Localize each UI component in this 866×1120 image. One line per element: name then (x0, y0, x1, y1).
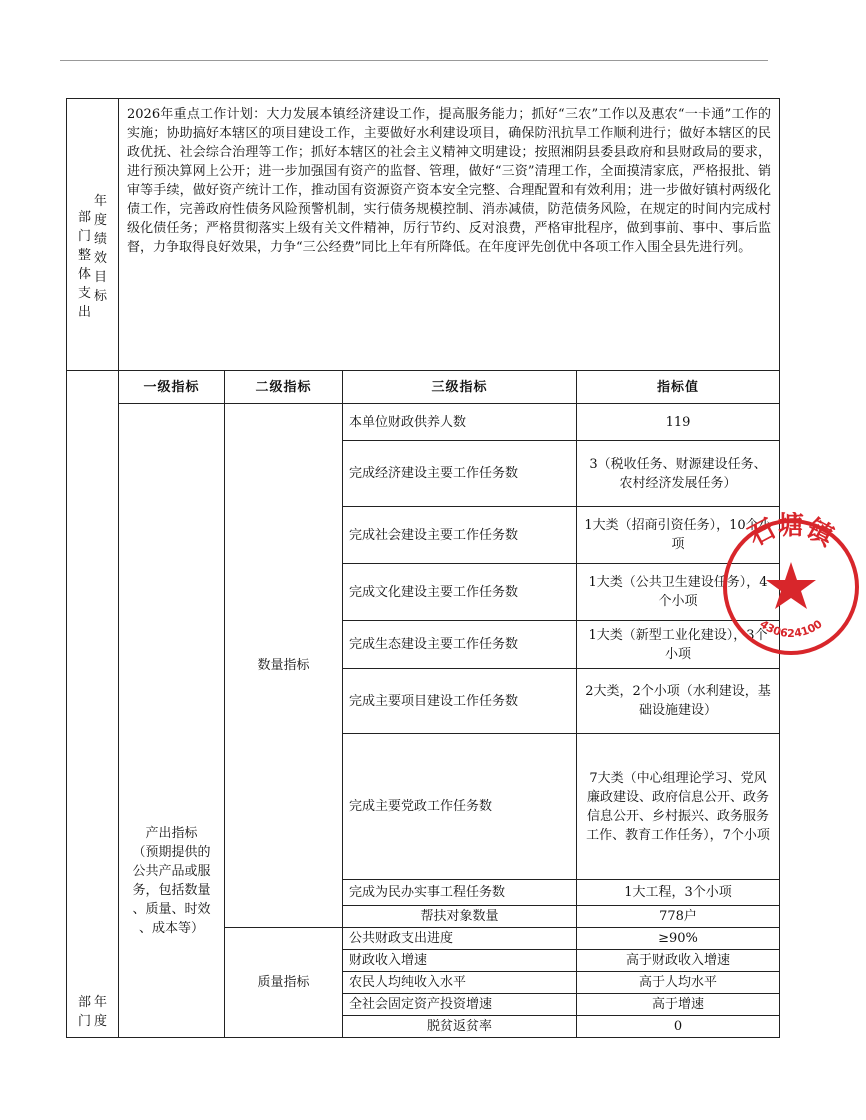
bottom-label-col1: 部 门 (77, 995, 91, 1029)
indicator-name: 农民人均纯收入水平 (343, 972, 577, 994)
indicator-name: 完成生态建设主要工作任务数 (343, 621, 577, 669)
indicator-name: 脱贫返贫率 (343, 1016, 577, 1038)
indicator-name: 财政收入增速 (343, 950, 577, 972)
indicator-value: 3（税收任务、财源建设任务、农村经济发展任务） (577, 441, 780, 507)
indicator-value: ≥90% (577, 928, 780, 950)
seal-number: 430624100 (757, 617, 825, 640)
indicator-value: 778户 (577, 906, 780, 928)
plan-row (67, 99, 780, 371)
output-indicator-cell: 产出指标 （预期提供的 公共产品或服 务，包括数量 、质量、时效 、成本等） (119, 404, 225, 1038)
indicator-name: 完成社会建设主要工作任务数 (343, 507, 577, 564)
indicator-name: 完成主要项目建设工作任务数 (343, 669, 577, 734)
official-seal (716, 512, 866, 662)
indicator-value: 1大类（新型工业化建设），3个小项 (577, 621, 780, 669)
indicator-name: 完成经济建设主要工作任务数 (343, 441, 577, 507)
seal-star-icon (766, 562, 816, 609)
overall-section-label (67, 99, 119, 371)
header-value: 指标值 (577, 371, 780, 404)
indicator-name: 本单位财政供养人数 (343, 404, 577, 441)
indicator-value: 1大类（公共卫生建设任务），4个小项 (577, 564, 780, 621)
indicator-name: 完成文化建设主要工作任务数 (343, 564, 577, 621)
work-plan-text: 2026年重点工作计划：大力发展本镇经济建设工作，提高服务能力；抓好“三农”工作以及惠农“一卡通”工作的实施；协助搞好本辖区的项目建设工作，主要做好水利建设项目，确保防汛抗旱工作顺利进行；做好本辖区的民政优抚、社会综合治理等工作；抓好本辖区的社会主义精神文明建设；按照湘阴县委县政府和县财政局的要求，进行预决算网上公开；进一步加强国有资产的监督、管理，做好“三资”清理工作，全面摸清家底，严格报批、销审等手续，做好资产统计工作，推动国有资源资产资本安全完整、合理配置和有效利用；进一步做好镇村两级化债工作，完善政府性债务风险预警机制，实行债务规模控制、消赤减债，防范债务风险，在规定的时间内完成村级化债任务；严格贯彻落实上级有关文件精神，厉行节约、反对浪费，严格审批程序，做到事前、事中、事后监督，力争取得良好效果，力争“三公经费”同比上年有所降低。在年度评先创优中各项工作入围全县先进行列。 (119, 99, 780, 371)
indicator-value: 高于人均水平 (577, 972, 780, 994)
indicator-name: 全社会固定资产投资增速 (343, 994, 577, 1016)
indicator-name: 公共财政支出进度 (343, 928, 577, 950)
top-rule (60, 60, 768, 61)
indicator-value: 高于增速 (577, 994, 780, 1016)
header-level2: 二级指标 (225, 371, 343, 404)
indicator-header-row (67, 371, 780, 404)
bottom-label-col2: 年 度 (93, 995, 107, 1029)
overall-label-col1: 部 门 整 体 支 出 (77, 209, 91, 320)
indicator-value: 2大类，2个小项（水利建设，基础设施建设） (577, 669, 780, 734)
indicator-value: 高于财政收入增速 (577, 950, 780, 972)
header-level3: 三级指标 (343, 371, 577, 404)
indicator-value: 7大类（中心组理论学习、党风廉政建设、政府信息公开、政务信息公开、乡村振兴、政务服务工作、教育工作任务），7个小项 (577, 734, 780, 880)
indicator-value: 1大工程，3个小项 (577, 880, 780, 906)
overall-label-col2: 年 度 绩 效 目 标 (93, 193, 107, 304)
indicator-value: 1大类（招商引资任务），10个小项 (577, 507, 780, 564)
indicator-name: 帮扶对象数量 (343, 906, 577, 928)
header-level1: 一级指标 (119, 371, 225, 404)
quantity-indicator-label: 数量指标 (225, 404, 343, 928)
table-row (67, 404, 780, 441)
indicator-value: 119 (577, 404, 780, 441)
indicator-name: 完成为民办实事工程任务数 (343, 880, 577, 906)
performance-target-table (66, 98, 780, 1038)
seal-text: 石塘镇 (743, 512, 839, 553)
indicator-value: 0 (577, 1016, 780, 1038)
indicator-name: 完成主要党政工作任务数 (343, 734, 577, 880)
indicator-section-label (67, 371, 119, 1038)
quality-indicator-label: 质量指标 (225, 928, 343, 1038)
